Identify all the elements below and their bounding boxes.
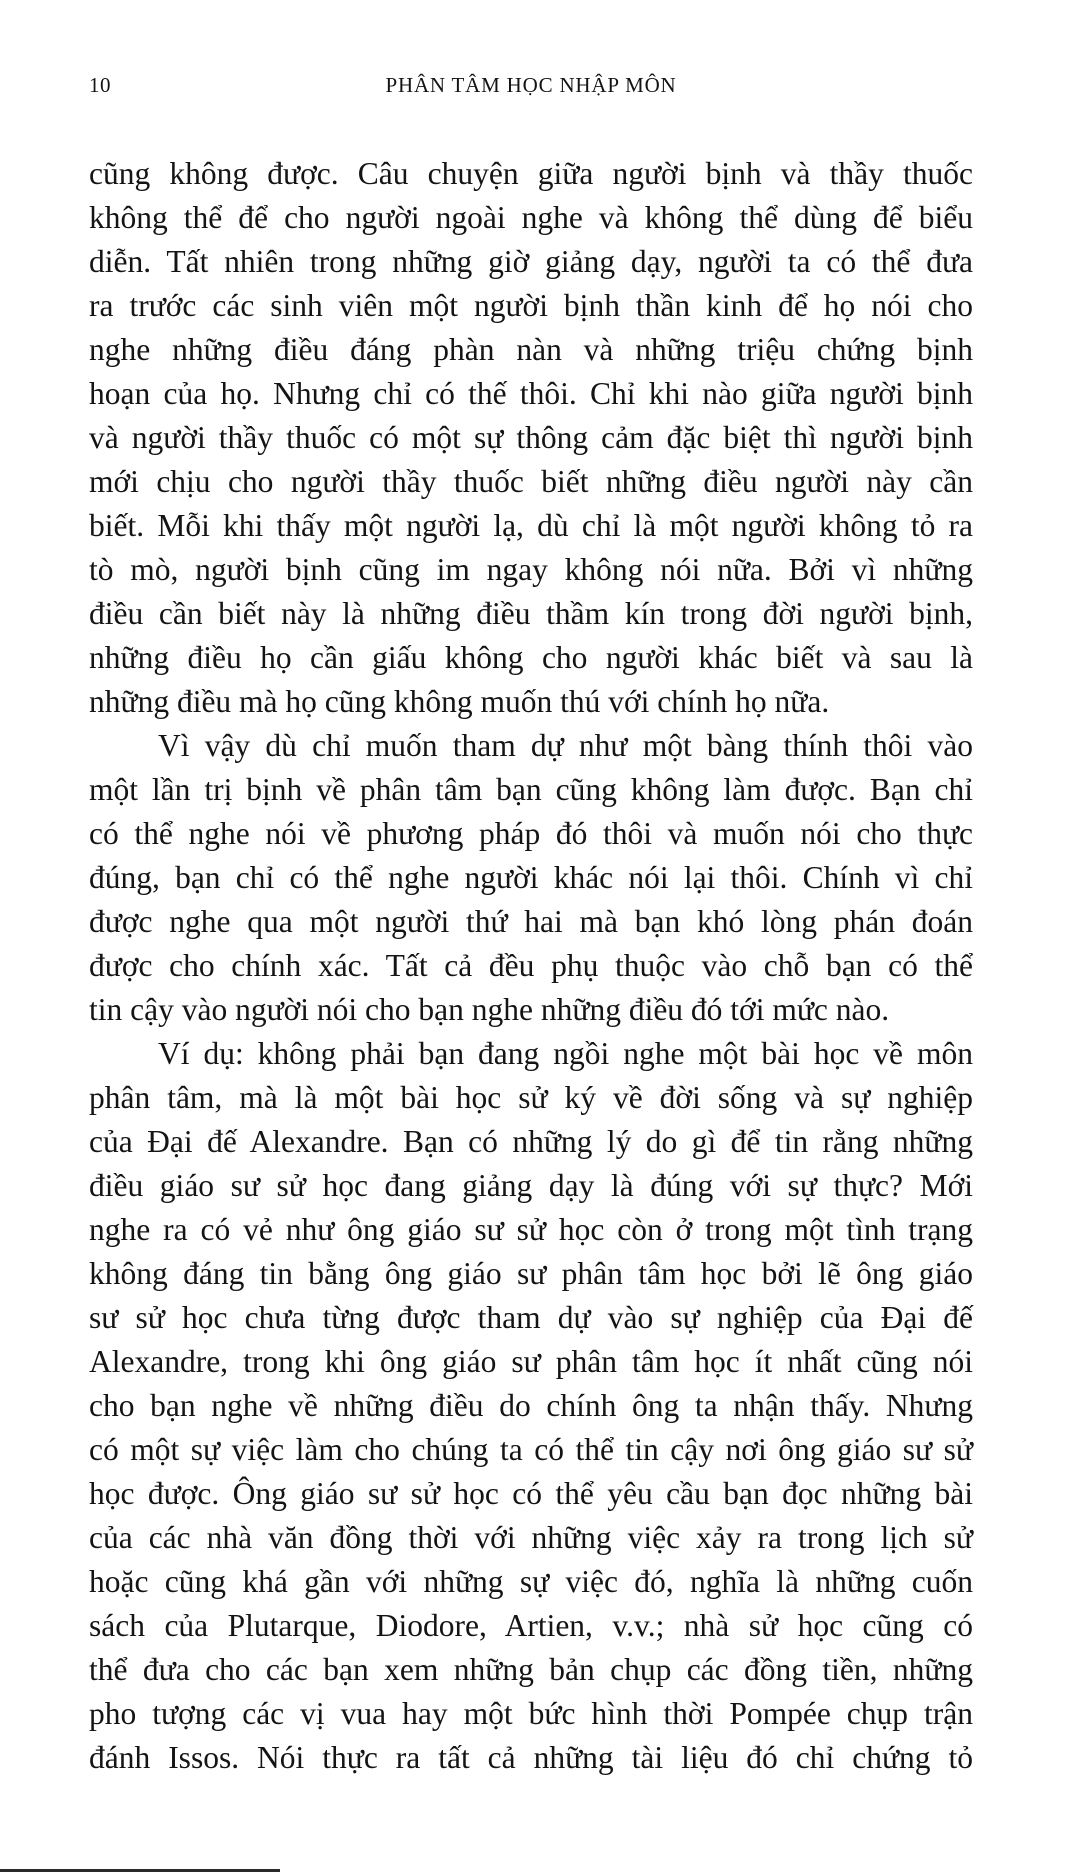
text-line: tò mò, người bịnh cũng im ngay không nói nữa. Bởi vì những	[89, 552, 973, 587]
text-line: có một sự việc làm cho chúng ta có thể tin cậy nơi ông giáo sư sử	[89, 1432, 973, 1467]
body-text	[89, 152, 973, 1780]
text-line: được nghe qua một người thứ hai mà bạn khó lòng phán đoán	[89, 904, 973, 939]
page-number: 10	[89, 73, 111, 97]
text-line: có thể nghe nói về phương pháp đó thôi và muốn nói cho thực	[89, 816, 973, 851]
text-line: nghe ra có vẻ như ông giáo sư sử học còn ở trong một tình trạng	[89, 1212, 973, 1247]
book-title: PHÂN TÂM HỌC NHẬP MÔN	[385, 73, 677, 97]
text-line: cũng không được. Câu chuyện giữa người bịnh và thầy thuốc	[89, 156, 973, 191]
text-line: điều cần biết này là những điều thầm kín trong đời người bịnh,	[89, 596, 973, 631]
text-line: sư sử học chưa từng được tham dự vào sự nghiệp của Đại đế	[89, 1300, 973, 1335]
text-line: pho tượng các vị vua hay một bức hình thời Pompée chụp trận	[89, 1696, 973, 1731]
text-line: không thể để cho người ngoài nghe và không thể dùng để biểu	[89, 200, 973, 235]
running-header	[89, 73, 973, 103]
text-line: hoạn của họ. Nhưng chỉ có thế thôi. Chỉ khi nào giữa người bịnh	[89, 376, 973, 411]
text-line: đúng, bạn chỉ có thể nghe người khác nói lại thôi. Chính vì chỉ	[89, 860, 973, 895]
paragraph-end-line: những điều mà họ cũng không muốn thú với chính họ nữa.	[89, 684, 830, 719]
scan-edge-rule	[0, 1869, 280, 1872]
text-line: đánh Issos. Nói thực ra tất cả những tài liệu đó chỉ chứng tỏ	[89, 1740, 973, 1775]
text-line: hoặc cũng khá gần với những sự việc đó, nghĩa là những cuốn	[89, 1564, 973, 1599]
text-line: điều giáo sư sử học đang giảng dạy là đúng với sự thực? Mới	[89, 1168, 973, 1203]
text-line: của Đại đế Alexandre. Bạn có những lý do gì để tin rằng những	[89, 1124, 973, 1159]
text-line: diễn. Tất nhiên trong những giờ giảng dạy, người ta có thể đưa	[89, 244, 973, 279]
text-line: của các nhà văn đồng thời với những việc xảy ra trong lịch sử	[89, 1520, 973, 1555]
text-line: và người thầy thuốc có một sự thông cảm đặc biệt thì người bịnh	[89, 420, 973, 455]
paragraph-start-line: Vì vậy dù chỉ muốn tham dự như một bàng thính thôi vào	[158, 728, 973, 763]
paragraph-start-line: Ví dụ: không phải bạn đang ngồi nghe một bài học về môn	[158, 1036, 973, 1071]
text-line: biết. Mỗi khi thấy một người lạ, dù chỉ là một người không tỏ ra	[89, 508, 973, 543]
text-line: học được. Ông giáo sư sử học có thể yêu cầu bạn đọc những bài	[89, 1476, 973, 1511]
text-line: mới chịu cho người thầy thuốc biết những điều người này cần	[89, 464, 973, 499]
text-line: thể đưa cho các bạn xem những bản chụp các đồng tiền, những	[89, 1652, 973, 1687]
text-line: ra trước các sinh viên một người bịnh thần kinh để họ nói cho	[89, 288, 973, 323]
paragraph-end-line: tin cậy vào người nói cho bạn nghe những điều đó tới mức nào.	[89, 992, 890, 1027]
text-line: cho bạn nghe về những điều do chính ông ta nhận thấy. Nhưng	[89, 1388, 973, 1423]
text-line: những điều họ cần giấu không cho người khác biết và sau là	[89, 640, 973, 675]
text-line: được cho chính xác. Tất cả đều phụ thuộc vào chỗ bạn có thể	[89, 948, 973, 983]
text-line: phân tâm, mà là một bài học sử ký về đời sống và sự nghiệp	[89, 1080, 973, 1115]
text-line: Alexandre, trong khi ông giáo sư phân tâm học ít nhất cũng nói	[89, 1344, 973, 1379]
text-line: không đáng tin bằng ông giáo sư phân tâm học bởi lẽ ông giáo	[89, 1256, 973, 1291]
text-line: sách của Plutarque, Diodore, Artien, v.v.; nhà sử học cũng có	[89, 1608, 973, 1643]
text-line: nghe những điều đáng phàn nàn và những triệu chứng bịnh	[89, 332, 973, 367]
text-line: một lần trị bịnh về phân tâm bạn cũng không làm được. Bạn chỉ	[89, 772, 973, 807]
